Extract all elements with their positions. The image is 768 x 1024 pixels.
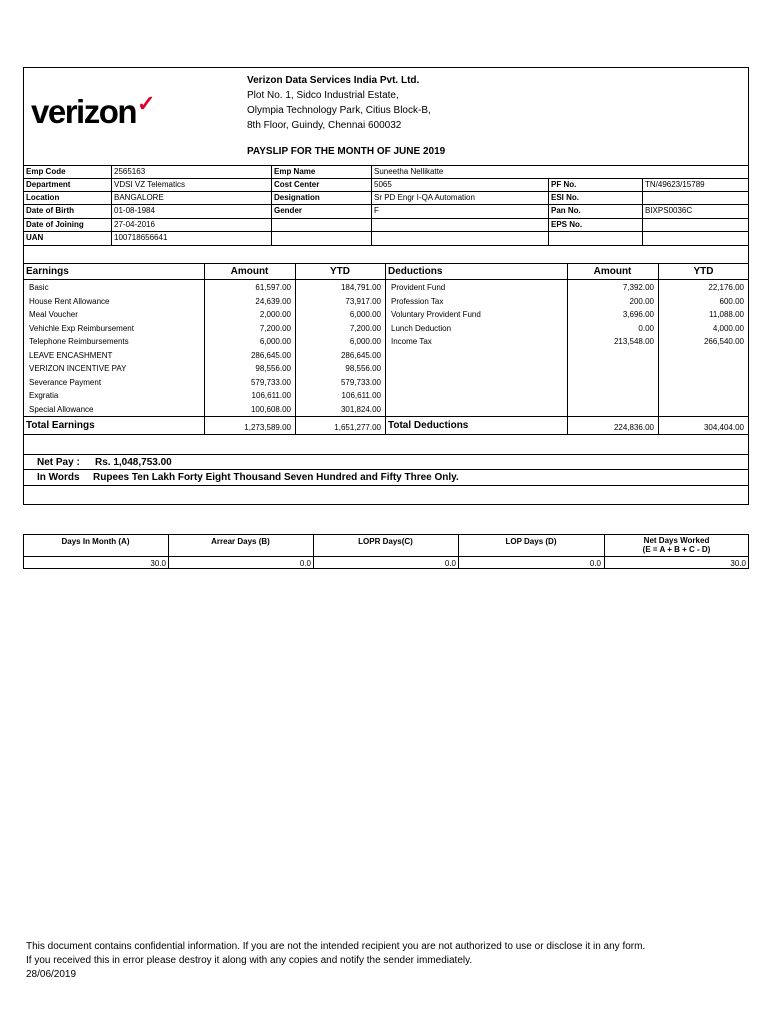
earnings-row-ytd: 184,791.00 [340,283,381,292]
cost-center-value: 5065 [374,180,392,189]
earnings-header: Earnings [26,266,69,277]
department-value: VDSI VZ Telematics [114,180,185,189]
lop-days-header: LOP Days (D) [505,537,557,546]
total-deductions-ytd: 304,404.00 [703,423,744,432]
earnings-row-amount: 6,000.00 [259,337,291,346]
deductions-row-ytd: 266,540.00 [703,337,744,346]
address-line: Olympia Technology Park, Citius Block-B, [247,105,431,116]
arrear-days-value: 0.0 [299,559,311,568]
address-line: 8th Floor, Guindy, Chennai 600032 [247,120,402,131]
location-label: Location [26,193,60,202]
dob-label: Date of Birth [26,206,74,215]
esi-label: ESI No. [551,193,580,202]
lop-days-value: 0.0 [589,559,601,568]
earnings-row-label: Exgratia [29,391,59,400]
deductions-row-ytd: 4,000.00 [712,323,744,333]
earnings-row-amount: 7,200.00 [259,323,291,333]
designation-value: Sr PD Engr I-QA Automation [374,193,475,202]
in-words-value: Rupees Ten Lakh Forty Eight Thousand Seven Hundred and Fifty Three Only. [93,472,459,483]
payslip-title: PAYSLIP FOR THE MONTH OF JUNE 2019 [247,146,446,157]
earnings-row-ytd: 6,000.00 [349,310,381,319]
designation-label: Designation [274,193,320,202]
pan-label: Pan No. [551,206,581,215]
earnings-ytd-header: YTD [330,266,350,277]
gender-value: F [374,206,379,215]
earnings-row-ytd: 106,611.00 [341,391,381,400]
pf-value: TN/49623/15789 [645,180,705,189]
footer-date: 28/06/2019 [26,969,77,980]
dob-value: 01-08-1984 [114,206,155,215]
pf-label: PF No. [551,180,577,189]
deductions-header: Deductions [388,266,443,277]
doj-label: Date of Joining [26,220,84,229]
pan-value: BIXPS0036C [645,206,693,215]
days-in-month-value: 30.0 [150,559,166,568]
emp-code-label: Emp Code [26,167,66,176]
deductions-amount-header: Amount [593,266,632,277]
deductions-row-label: Provident Fund [391,283,446,292]
earnings-row-label: Meal Voucher [29,310,78,319]
cost-center-label: Cost Center [274,180,320,189]
deductions-row-amount: 0.00 [638,323,654,333]
lopr-days-header: LOPR Days(C) [358,537,413,546]
earnings-row-amount: 2,000.00 [259,310,291,319]
total-earnings-label: Total Earnings [26,420,95,431]
lopr-days-value: 0.0 [444,559,456,568]
deductions-row-label: Profession Tax [391,296,444,306]
eps-label: EPS No. [551,220,583,229]
net-pay-value: Rs. 1,048,753.00 [95,457,172,468]
emp-name-label: Emp Name [274,167,316,176]
earnings-row-amount: 61,597.00 [255,283,291,292]
deductions-row-amount: 213,548.00 [613,337,654,346]
footer-disclaimer-2: If you received this in error please destroy it along with any copies and notify the sender immediately. [26,955,473,966]
deductions-row-ytd: 11,088.00 [709,310,744,319]
earnings-row-ytd: 579,733.00 [340,377,381,387]
earnings-row-label: Vehichle Exp Reimbursement [29,323,134,333]
earnings-row-amount: 24,639.00 [255,296,291,306]
uan-label: UAN [26,233,44,242]
deductions-row-label: Income Tax [391,337,432,346]
earnings-row-label: Special Allowance [29,404,94,414]
earnings-row-ytd: 286,645.00 [340,350,381,360]
total-earnings-amount: 1,273,589.00 [244,423,291,432]
total-deductions-amount: 224,836.00 [613,423,654,432]
earnings-row-amount: 100,608.00 [250,404,291,414]
earnings-row-label: Telephone Reimbursements [29,337,129,346]
total-deductions-label: Total Deductions [388,420,469,431]
net-pay-label: Net Pay : [37,457,80,468]
arrear-days-header: Arrear Days (B) [211,537,270,546]
department-label: Department [26,180,71,189]
earnings-row-ytd: 98,556.00 [345,364,381,373]
deductions-row-ytd: 22,176.00 [708,283,744,292]
deductions-ytd-header: YTD [693,266,714,277]
earnings-row-label: House Rent Allowance [29,296,110,306]
deductions-row-amount: 3,696.00 [622,310,654,319]
company-address [247,73,431,133]
earnings-row-ytd: 301,824.00 [340,404,381,414]
deductions-row-ytd: 600.00 [719,296,744,306]
days-in-month-header: Days In Month (A) [61,537,130,546]
doj-value: 27-04-2016 [114,220,155,229]
earnings-row-amount: 286,645.00 [250,350,291,360]
net-days-formula: (E = A + B + C - D) [642,545,711,554]
footer-disclaimer-1: This document contains confidential information. If you are not the intended recipient you are not authorized to use or disclose it in any form. [26,941,646,952]
total-earnings-ytd: 1,651,277.00 [334,423,381,432]
address-line: Plot No. 1, Sidco Industrial Estate, [247,90,399,101]
earnings-row-amount: 106,611.00 [251,391,291,400]
earnings-row-amount: 579,733.00 [250,377,291,387]
deductions-row-label: Voluntary Provident Fund [391,310,481,319]
company-name: Verizon Data Services India Pvt. Ltd. [247,75,420,86]
deductions-row-amount: 200.00 [629,296,654,306]
earnings-row-ytd: 73,917.00 [345,296,381,306]
earnings-row-ytd: 6,000.00 [349,337,381,346]
deductions-row-label: Lunch Deduction [391,323,452,333]
earnings-row-label: VERIZON INCENTIVE PAY [29,364,127,373]
earnings-row-ytd: 7,200.00 [349,323,381,333]
uan-value: 100718656641 [114,233,168,242]
net-days-header: Net Days Worked [643,536,710,545]
net-days-value: 30.0 [730,559,746,568]
earnings-row-amount: 98,556.00 [255,364,291,373]
emp-code-value: 2565163 [114,167,146,176]
earnings-row-label: LEAVE ENCASHMENT [29,350,113,360]
earnings-amount-header: Amount [230,266,269,277]
in-words-label: In Words [37,472,80,483]
earnings-row-label: Severance Payment [29,377,102,387]
emp-name-value: Suneetha Nellikatte [374,167,444,176]
earnings-row-label: Basic [29,283,49,292]
check-mark-icon: ✓ [137,91,154,116]
company-logo: verizon✓ [31,91,154,130]
deductions-row-amount: 7,392.00 [622,283,654,292]
gender-label: Gender [274,206,303,215]
location-value: BANGALORE [114,193,164,202]
